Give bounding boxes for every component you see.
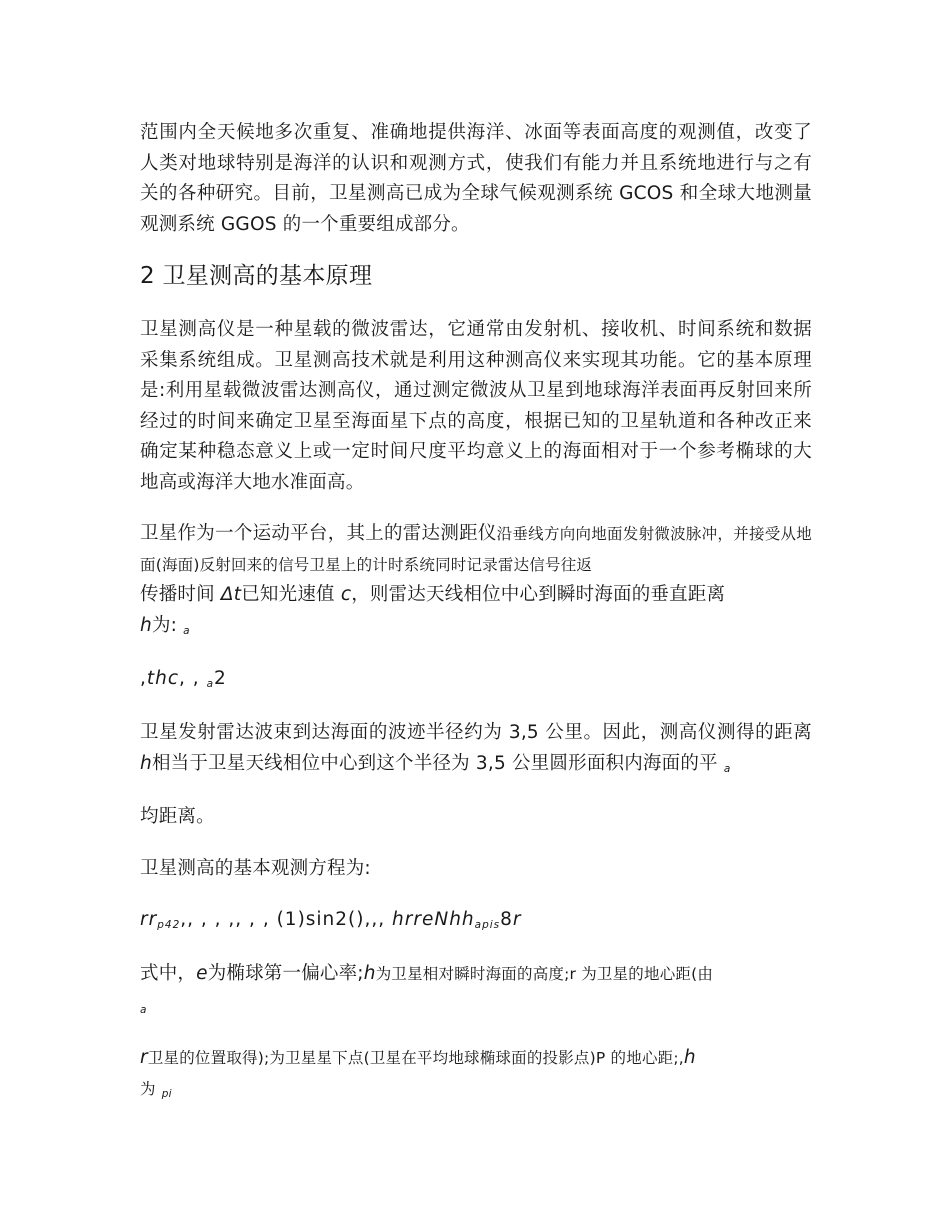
where-text-a: 式中， [140,963,197,984]
section-heading: 2 卫星测高的基本原理 [140,263,373,289]
formula-obs-c: hrreNhh [392,909,475,930]
formula-range-a: , [140,668,147,689]
platform-text-a: 卫星作为一个运动平台，其上的雷达测距仪 [140,523,497,544]
where-h-symbol: h [363,963,376,984]
where-text-c: 为卫星相对瞬时海面的高度;r 为卫星的地心距(由 [375,965,714,983]
platform-text-d: 已知光速值 [241,584,335,605]
subscript-a: a [183,624,190,637]
formula-obs-d: 8 [500,909,513,930]
footprint-h-symbol: h [140,752,152,774]
formula-range [140,664,812,696]
where-text-b: 为椭球第一偏心率; [207,963,364,984]
paragraph-platform [140,519,812,643]
formula-obs-sub1: p42 [157,919,181,931]
e-symbol: e [196,963,208,984]
formula-obs-sub2: apis [474,919,501,931]
geocentric-h-symbol: h [683,1047,696,1068]
where-subscript: a [140,1003,147,1016]
paragraph-principle: 卫星测高仪是一种星载的微波雷达，它通常由发射机、接收机、时间系统和数据采集系统组成。卫星测高技术就是利用这种测高仪来实现其功能。它的基本原理是:利用星载微波雷达测高仪，通过测定微波从卫星到地球海洋表面再反射回来所经过的时间来确定卫星至海面星下点的高度，根据已知的卫星轨道和各种改正来确定某种稳态意义上或一定时间尺度平均意义上的海面相对于一个参考椭球的大地高或海洋大地水准面高。 [140,319,812,493]
paragraph-equation-intro: 卫星测高的基本观测方程为: [140,857,371,879]
paragraph-where [140,959,812,1022]
geocentric-subscript: pi [161,1087,172,1100]
c-symbol: c [340,584,352,605]
geocentric-text-a: 卫星的位置取得);为卫星星下点(卫星在平均地球椭球面的投影点)P 的地心距;, [147,1049,684,1067]
geocentric-text-b: 为 [140,1079,156,1098]
delta-t-symbol: Δt [220,584,242,605]
formula-obs-b: ,, , , ,, , , (1)sin2(),,, [180,909,386,930]
formula-range-sub: a [206,678,215,690]
platform-text-e: ，则雷达天线相位中心到瞬时海面的垂直距离 [351,584,726,605]
platform-text-f: 为: [151,614,178,636]
platform-text-c: 传播时间 [140,584,215,605]
document-page [140,118,812,1127]
r-symbol: r [140,1047,148,1068]
footprint-text-a: 卫星发射雷达波束到达海面的波迹半径约为 3,5 公里。因此，测高仪测得的距离 [140,722,812,743]
paragraph-intro: 范围内全天候地多次重复、准确地提供海洋、冰面等表面高度的观测值，改变了人类对地球特别是海洋的认识和观测方式，使我们有能力并且系统地进行与之有关的各种研究。目前，卫星测高已成为全球气候观测系统 GCOS 和全球大地测量观测系统 GGOS 的一个重要组成部分。 [140,122,812,235]
formula-range-b: thc [146,668,180,689]
formula-observation [140,905,812,937]
paragraph-geocentric [140,1043,812,1106]
paragraph-mean-distance: 均距离。 [140,806,215,827]
footprint-text-b: 相当于卫星天线相位中心到这个半径为 3,5 公里圆形面积内海面的平 [151,752,718,774]
platform-text-b: 沿垂线方向向地面发射微波脉冲，并接受从地面(海面)反射回来的信号卫星上的计时系统同时记录雷达信号往返 [140,525,812,574]
paragraph-footprint [140,718,812,781]
formula-obs-e: r [512,909,522,930]
h-symbol: h [140,614,152,636]
formula-range-c: , , [179,668,200,689]
formula-obs-a: rr [140,909,158,930]
formula-range-d: 2 [214,668,227,689]
footprint-subscript: a [723,762,731,775]
